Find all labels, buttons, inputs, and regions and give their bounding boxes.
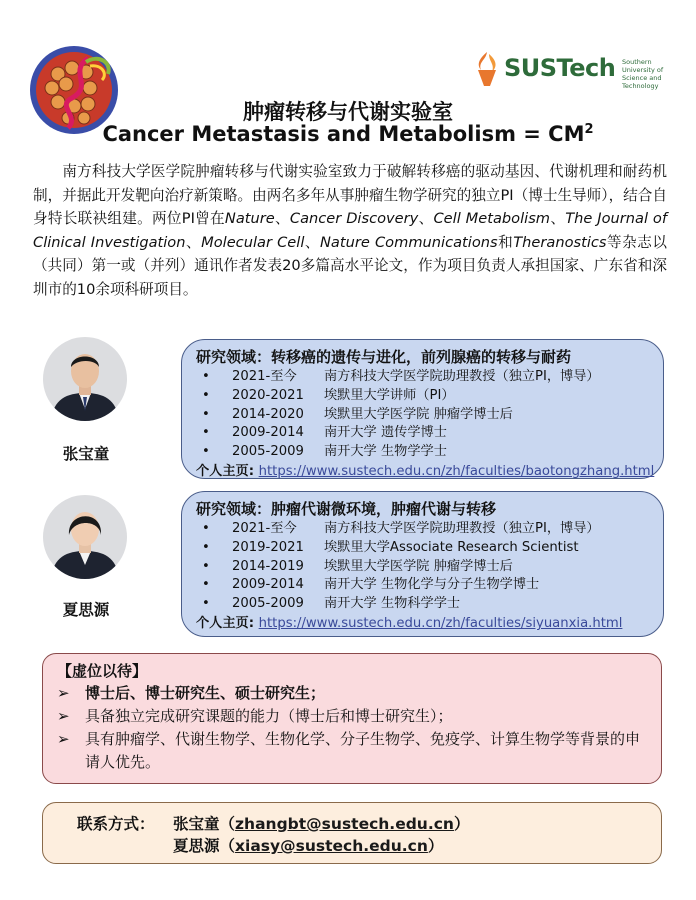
career-desc: 埃默里大学医学院 肿瘤学博士后 (324, 406, 513, 422)
career-desc: 南开大学 遗传学博士 (324, 425, 447, 441)
homepage-line (196, 614, 649, 634)
career-years: 2019-2021 (232, 539, 304, 555)
homepage-label: 个人主页: (196, 463, 259, 479)
career-desc: 南方科技大学医学院助理教授（独立PI，博导） (324, 521, 600, 536)
journal-nature: Nature (224, 210, 275, 227)
paren: （ (219, 837, 236, 855)
arrow-icon: ➢ (57, 684, 70, 702)
research-field: 研究领域：肿瘤代谢微环境，肿瘤代谢与转移 (196, 500, 497, 518)
profile-box-zhang (181, 339, 664, 479)
intro-text-1: 南方科技大学医学院肿瘤转移与代谢实验室致力于破解转移癌的驱动基因、代谢机理和耐药机制，并据此开发靶向治疗新策略。由两名多年从事肿瘤生物学研究的独立PI（博士生导师），结合自身特长联袂组建。两位PI曾在 (33, 163, 667, 227)
career-item (196, 576, 649, 595)
sep: 、 (550, 210, 566, 227)
avatar-zhang (43, 337, 127, 421)
contact-email-link[interactable]: xiasy@sustech.edu.cn (235, 837, 428, 855)
journal-cancer-discovery: Cancer Discovery (289, 210, 419, 227)
recruitment-text: 具备独立完成研究课题的能力（博士后和博士研究生）； (85, 707, 453, 725)
career-years: 2009-2014 (232, 425, 304, 441)
contact-label: 联系方式： (77, 815, 155, 833)
career-item (196, 558, 649, 577)
contact-name: 张宝童 (173, 815, 220, 833)
career-years: 2005-2009 (232, 444, 304, 460)
career-years: 2005-2009 (232, 596, 304, 612)
career-desc: 南开大学 生物科学学士 (324, 596, 461, 612)
career-years: 2014-2019 (232, 558, 304, 574)
contact-box (42, 802, 662, 864)
paren: ） (427, 837, 444, 855)
career-years: 2009-2014 (232, 577, 304, 593)
intro-paragraph (33, 160, 667, 301)
career-item (196, 368, 649, 387)
journal-jci: The Journal of Clinical Investigation (33, 210, 667, 251)
career-item (196, 539, 649, 558)
contact-row (77, 813, 661, 835)
title-english (0, 122, 696, 146)
career-list (196, 520, 649, 614)
career-years: 2021-至今 (232, 521, 297, 536)
journal-cell-metabolism: Cell Metabolism (433, 210, 551, 227)
arrow-icon: ➢ (57, 707, 70, 725)
title-superscript: 2 (584, 122, 594, 137)
contact-name: 夏思源 (173, 837, 220, 855)
recruitment-text: 具有肿瘤学、代谢生物学、生物化学、分子生物学、免疫学、计算生物学等背景的申请人优先。 (85, 730, 641, 771)
career-list (196, 368, 649, 462)
arrow-icon: ➢ (57, 730, 70, 748)
homepage-line (196, 462, 655, 482)
career-years: 2014-2020 (232, 406, 304, 422)
sustech-logo (472, 50, 682, 90)
sustech-wordmark: SUSTech (504, 54, 616, 82)
paren: ） (453, 815, 470, 833)
recruitment-item (57, 682, 647, 705)
career-years: 2020-2021 (232, 387, 304, 403)
career-years: 2021-至今 (232, 369, 297, 384)
career-item (196, 424, 649, 443)
torch-icon (472, 50, 502, 88)
profile-box-xia (181, 491, 664, 637)
sustech-subtitle: Southern University of Science and Technology (622, 58, 664, 90)
bullet: • (202, 369, 210, 384)
homepage-link[interactable]: https://www.sustech.edu.cn/zh/faculties/baotongzhang.html (258, 463, 655, 479)
contact-email-link[interactable]: zhangbt@sustech.edu.cn (235, 815, 454, 833)
journal-theranostics: Theranostics (513, 233, 607, 251)
journal-nature-communications: Nature Communications (320, 233, 498, 251)
sep: 、 (185, 233, 202, 251)
bullet: • (202, 558, 210, 574)
bullet: • (202, 406, 210, 422)
bullet: • (202, 425, 210, 441)
career-desc: 埃默里大学Associate Research Scientist (324, 539, 579, 555)
career-desc: 埃默里大学讲师（PI） (324, 387, 455, 403)
bullet: • (202, 539, 210, 555)
recruitment-item (57, 705, 647, 728)
career-desc: 南方科技大学医学院助理教授（独立PI，博导） (324, 369, 600, 384)
research-field: 研究领域：转移癌的遗传与进化，前列腺癌的转移与耐药 (196, 348, 572, 366)
recruitment-item (57, 728, 647, 774)
contact-label-spacer (77, 835, 173, 857)
recruitment-heading: 【虚位以待】 (57, 662, 148, 680)
bullet: • (202, 577, 210, 593)
career-desc: 南开大学 生物学学士 (324, 444, 447, 460)
sep: 和 (497, 233, 514, 251)
career-item (196, 443, 649, 462)
career-item (196, 520, 649, 539)
bullet: • (202, 521, 210, 536)
recruitment-text: 博士后、博士研究生、硕士研究生； (85, 684, 326, 702)
career-item (196, 595, 649, 614)
contact-row (77, 835, 661, 857)
profile-name-xia: 夏思源 (62, 601, 110, 619)
homepage-label: 个人主页: (196, 615, 259, 631)
sep: 、 (304, 233, 321, 251)
intro-text-2: 等杂志以（共同）第一或（并列）通讯作者发表20多篇高水平论文，作为项目负责人承担国家、广东省和深圳市的10余项科研项目。 (33, 233, 667, 298)
bullet: • (202, 387, 210, 403)
recruitment-box (42, 653, 662, 784)
homepage-link[interactable]: https://www.sustech.edu.cn/zh/faculties/siyuanxia.html (258, 615, 623, 631)
journal-molecular-cell: Molecular Cell (201, 233, 305, 251)
career-desc: 南开大学 生物化学与分子生物学博士 (324, 577, 540, 593)
title-chinese: 肿瘤转移与代谢实验室 (243, 100, 453, 124)
recruitment-list (57, 682, 647, 774)
career-item (196, 387, 649, 406)
sep: 、 (274, 210, 290, 227)
sep: 、 (418, 210, 434, 227)
bullet: • (202, 444, 210, 460)
paren: （ (219, 815, 236, 833)
profile-name-zhang: 张宝童 (62, 445, 110, 463)
avatar-xia (43, 495, 127, 579)
bullet: • (202, 596, 210, 612)
title-english-text: Cancer Metastasis and Metabolism = CM (102, 122, 585, 146)
career-item (196, 406, 649, 425)
career-desc: 埃默里大学医学院 肿瘤学博士后 (324, 558, 513, 574)
